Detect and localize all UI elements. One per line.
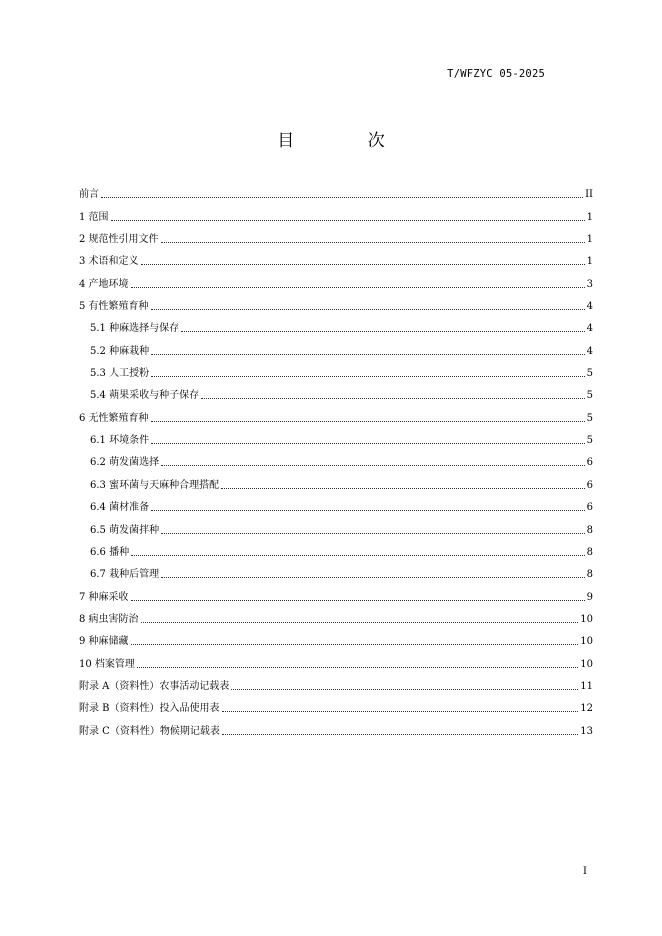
toc-entry-label: 5.4 蒴果采收与种子保存 — [90, 390, 200, 402]
page-title: 目 次 — [277, 131, 419, 151]
toc-entry[interactable] — [79, 425, 593, 447]
toc-entry-page: 4 — [586, 323, 593, 335]
toc-entry-page: 5 — [586, 368, 593, 380]
toc-entry-page: 5 — [586, 390, 593, 402]
toc-leader-dots — [161, 464, 585, 466]
toc-entry-label: 8 病虫害防治 — [79, 613, 139, 625]
document-id: T/WFZYC 05-2025 — [447, 68, 545, 80]
toc-entry[interactable] — [79, 246, 593, 268]
toc-leader-dots — [151, 308, 585, 310]
toc-entry[interactable] — [79, 671, 593, 693]
toc-entry-label: 附录 C（资料性）物候期记载表 — [79, 725, 220, 737]
page-number: I — [583, 866, 587, 877]
toc-entry[interactable] — [79, 402, 593, 424]
toc-leader-dots — [201, 397, 585, 399]
toc-entry[interactable] — [79, 514, 593, 536]
toc-entry[interactable] — [79, 224, 593, 246]
toc-leader-dots — [222, 733, 578, 735]
toc-leader-dots — [111, 219, 585, 221]
toc-leader-dots — [151, 509, 585, 511]
toc-entry-page: 10 — [580, 658, 593, 670]
toc-entry[interactable] — [79, 469, 593, 491]
toc-entry[interactable] — [79, 313, 593, 335]
toc-entry-label: 5 有性繁殖育种 — [79, 301, 149, 313]
toc-entry-page: 4 — [586, 345, 593, 357]
toc-leader-dots — [151, 442, 585, 444]
toc-entry-label: 6.5 萌发菌拌种 — [90, 524, 160, 536]
toc-entry[interactable] — [79, 335, 593, 357]
toc-entry-label: 5.2 种麻栽种 — [90, 345, 150, 357]
toc-entry-label: 5.3 人工授粉 — [90, 368, 150, 380]
toc-entry-page: 6 — [586, 457, 593, 469]
toc-leader-dots — [141, 263, 585, 265]
toc-entry[interactable] — [79, 268, 593, 290]
toc-entry-page: 6 — [586, 502, 593, 514]
toc-entry-label: 附录 A（资料性）农事活动记载表 — [79, 680, 230, 692]
toc-entry-page: 9 — [586, 591, 593, 603]
toc-leader-dots — [131, 286, 585, 288]
toc-entry-label: 7 种麻采收 — [79, 591, 129, 603]
toc-leader-dots — [151, 420, 585, 422]
toc-entry[interactable] — [79, 648, 593, 670]
toc-entry[interactable] — [79, 492, 593, 514]
toc-entry[interactable] — [79, 559, 593, 581]
table-of-contents — [79, 179, 593, 738]
toc-entry-label: 6.3 蜜环菌与天麻种合理搭配 — [90, 479, 220, 491]
toc-entry-page: 6 — [586, 479, 593, 491]
toc-leader-dots — [231, 688, 578, 690]
toc-entry-label: 6.6 播种 — [90, 546, 130, 558]
toc-entry-page: 11 — [580, 680, 593, 692]
toc-entry-page: 10 — [580, 613, 593, 625]
toc-leader-dots — [151, 353, 585, 355]
toc-entry-label: 6.1 环境条件 — [90, 435, 150, 447]
toc-entry[interactable] — [79, 626, 593, 648]
toc-entry[interactable] — [79, 179, 593, 201]
toc-leader-dots — [101, 196, 583, 198]
toc-entry-label: 9 种麻储藏 — [79, 636, 129, 648]
toc-leader-dots — [161, 576, 585, 578]
toc-entry-page: 10 — [580, 636, 593, 648]
toc-entry-label: 2 规范性引用文件 — [79, 234, 159, 246]
toc-entry-page: 3 — [586, 278, 593, 290]
toc-entry-label: 6.7 栽种后管理 — [90, 569, 160, 581]
toc-entry-page: 1 — [586, 256, 593, 268]
toc-leader-dots — [222, 710, 579, 712]
toc-entry[interactable] — [79, 291, 593, 313]
toc-entry-label: 10 档案管理 — [79, 658, 135, 670]
toc-entry-label: 3 术语和定义 — [79, 256, 139, 268]
toc-entry-label: 4 产地环境 — [79, 278, 129, 290]
toc-entry-page: 4 — [586, 301, 593, 313]
toc-leader-dots — [221, 487, 585, 489]
toc-entry[interactable] — [79, 581, 593, 603]
toc-entry-page: 1 — [586, 211, 593, 223]
toc-leader-dots — [131, 599, 585, 601]
toc-entry-label: 附录 B（资料性）投入品使用表 — [79, 703, 220, 715]
toc-entry-label: 6.2 萌发菌选择 — [90, 457, 160, 469]
toc-entry[interactable] — [79, 537, 593, 559]
toc-entry-label: 1 范围 — [79, 211, 109, 223]
toc-entry-page: 12 — [580, 703, 593, 715]
toc-entry[interactable] — [79, 201, 593, 223]
toc-entry[interactable] — [79, 715, 593, 737]
toc-entry[interactable] — [79, 358, 593, 380]
toc-leader-dots — [131, 554, 585, 556]
toc-leader-dots — [161, 241, 585, 243]
toc-leader-dots — [161, 532, 585, 534]
toc-entry[interactable] — [79, 604, 593, 626]
toc-entry-label: 前言 — [79, 189, 99, 201]
toc-entry[interactable] — [79, 693, 593, 715]
toc-entry[interactable] — [79, 447, 593, 469]
toc-entry-page: 5 — [586, 412, 593, 424]
toc-entry-label: 6 无性繁殖育种 — [79, 412, 149, 424]
toc-entry-page: 8 — [586, 569, 593, 581]
toc-entry-page: 8 — [586, 524, 593, 536]
toc-entry[interactable] — [79, 380, 593, 402]
toc-entry-page: 8 — [586, 546, 593, 558]
toc-entry-page: II — [585, 189, 593, 201]
toc-entry-label: 6.4 菌材准备 — [90, 502, 150, 514]
toc-entry-label: 5.1 种麻选择与保存 — [90, 323, 180, 335]
toc-leader-dots — [151, 375, 585, 377]
toc-entry-page: 1 — [586, 234, 593, 246]
toc-leader-dots — [131, 643, 579, 645]
toc-leader-dots — [137, 666, 578, 668]
toc-leader-dots — [141, 621, 579, 623]
toc-leader-dots — [181, 330, 585, 332]
toc-entry-page: 13 — [580, 725, 593, 737]
toc-entry-page: 5 — [586, 435, 593, 447]
